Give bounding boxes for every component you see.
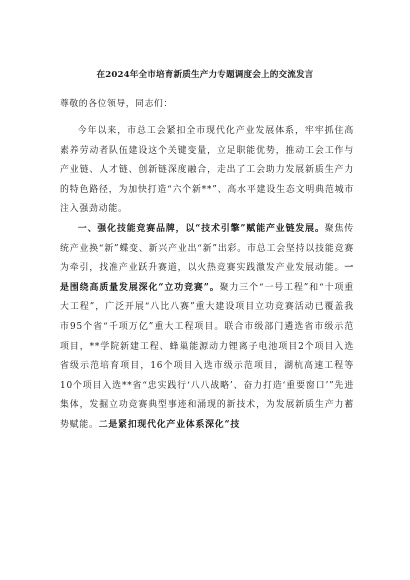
text-segment: 聚焦传统产业换“新”蝶变、新兴产业出“新”出彩。市总工会坚持以技能竞赛为牵引，找准产业跃升赛道，以火热竞赛实践激发产业发展动能。 [60,223,354,274]
paragraph-intro [60,122,354,220]
salutation: 尊敬的各位领导，同志们： [60,99,173,109]
document-title: 在2024年全市培育新质生产力专题调度会上的交流发言 [96,70,314,80]
document-body [60,122,354,436]
subpoint-heading: 一是围绕高质量发展深化“立功竞赛”。 [60,263,354,293]
subpoint-heading: 二是紧扣现代化产业体系深化“技 [98,419,241,430]
text-segment: 聚力三个“一号工程”和“十项重大工程”，广泛开展“八比八赛”重大建设项目立功竞赛活动已覆盖我市95个省“千项万亿”重大工程项目。联合市级部门遴选省市级示范项目，**学院新建工程、蜂巢能源动力锂离子电池项目2个项目入选省级示范培育项目，16个项目入选市级示范项目，湖杭高速工程等10个项目入选**省“忠实践行‘八八战略’、奋力打造‘重要窗口’”先进集体，发掘立功竞赛典型事迹和涌现的新技术，为发展新质生产力蓄势赋能。 [60,282,354,430]
paragraph-section-one [60,220,354,436]
section-heading: 一、强化技能竞赛品牌，以“技术引擎”赋能产业链发展。 [77,223,325,234]
text-segment: 今年以来，市总工会紧扣全市现代化产业发展体系，牢牢抓住高素养劳动者队伍建设这个关键变量，立足职能优势，推动工会工作与产业链、人才链、创新链深度融合，走出了工会助力发展新质生产力的特色路径，为加快打造“六个新**”、高水平建设生态文明典范城市注入强劲动能。 [60,126,354,215]
